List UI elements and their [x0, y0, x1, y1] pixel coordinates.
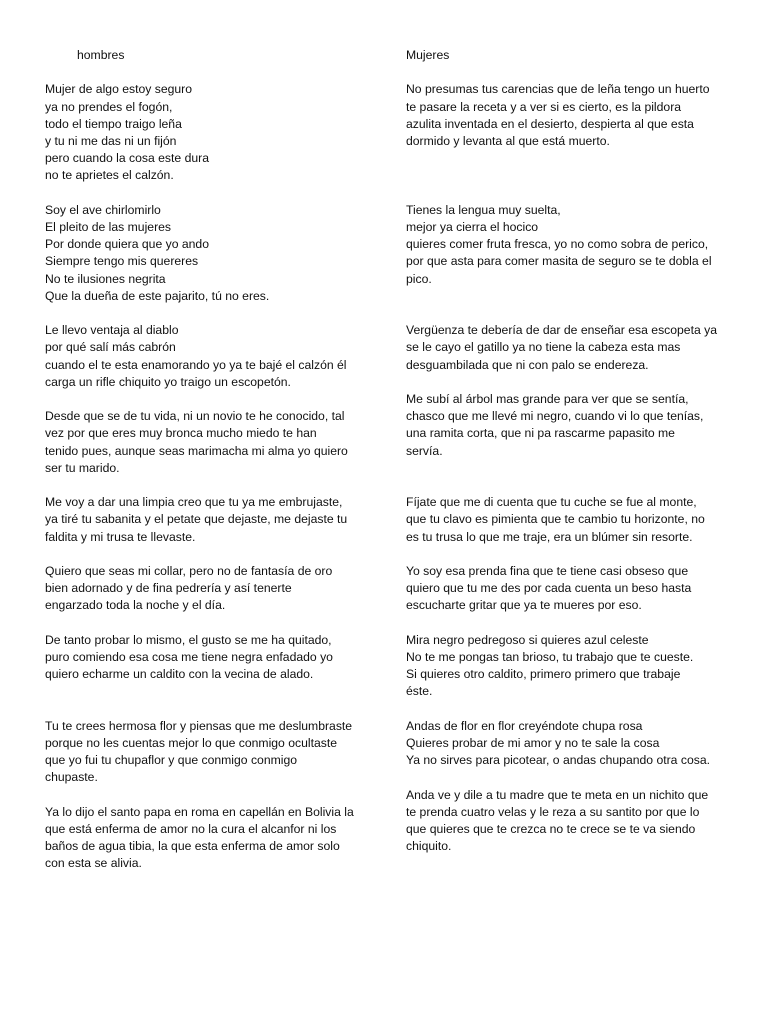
stanza — [406, 787, 726, 856]
stanza — [45, 494, 365, 546]
verse-line: chasco que me llevé mi negro, cuando vi lo que tenías, — [406, 409, 704, 424]
verse-line: mejor ya cierra el hocico — [406, 220, 539, 234]
verse-line: Que la dueña de este pajarito, tú no eres. — [45, 288, 270, 303]
verse-line: cuando el te esta enamorando yo ya te bajé el calzón él — [45, 357, 347, 372]
verse-line: vez por que eres muy bronca mucho miedo te han — [45, 426, 317, 441]
verse-line: ser tu marido. — [45, 460, 120, 475]
verse-line: escucharte gritar que ya te mueres por eso. — [406, 598, 642, 613]
verse-line: De tanto probar lo mismo, el gusto se me ha quitado, — [45, 632, 332, 647]
stanza — [45, 202, 365, 305]
verse-line: y tu ni me das ni un fijón — [45, 134, 177, 148]
right-column-heading: Mujeres — [406, 48, 450, 62]
verse-line: Yo soy esa prenda fina que te tiene casi obseso que — [406, 564, 689, 578]
verse-line: chupaste. — [45, 770, 98, 785]
verse-line: Desde que se de tu vida, ni un novio te he conocido, tal — [45, 409, 345, 424]
verse-line: Tienes la lengua muy suelta, — [406, 202, 561, 217]
verse-line: todo el tiempo traigo leña — [45, 116, 182, 131]
verse-line: no te aprietes el calzón. — [45, 168, 174, 183]
verse-line: carga un rifle chiquito yo traigo un escopetón. — [45, 374, 291, 389]
verse-line: quieres comer fruta fresca, yo no como sobra de perico, — [406, 237, 709, 252]
verse-line: tenido pues, aunque seas marimacha mi alma yo quiero — [45, 443, 348, 458]
stanza — [406, 81, 726, 150]
verse-line: Si quieres otro caldito, primero primero que trabaje — [406, 667, 681, 682]
verse-line: que está enferma de amor no la cura el alcanfor ni los — [45, 822, 337, 836]
verse-line: Quiero que seas mi collar, pero no de fantasía de oro — [45, 564, 333, 578]
stanza — [406, 322, 726, 374]
verse-line: No te me pongas tan brioso, tu trabajo que te cueste. — [406, 650, 694, 664]
verse-line: que yo fui tu chupaflor y que conmigo conmigo — [45, 753, 298, 768]
verse-line: azulita inventada en el desierto, despierta al que esta — [406, 116, 694, 131]
verse-line: servía. — [406, 443, 443, 458]
left-column — [45, 47, 365, 890]
verse-line: con esta se alivia. — [45, 856, 142, 871]
verse-line: Me voy a dar una limpia creo que tu ya me embrujaste, — [45, 495, 343, 510]
verse-line: puro comiendo esa cosa me tiene negra enfadado yo — [45, 650, 333, 664]
verse-line: quiero que tu me des por cada cuenta un beso hasta — [406, 581, 692, 596]
verse-line: te pasare la receta y a ver si es cierto, es la pildora — [406, 99, 682, 114]
verse-line: Ya lo dijo el santo papa en roma en capellán en Bolivia la — [45, 804, 354, 819]
verse-line: No presumas tus carencias que de leña tengo un huerto — [406, 82, 710, 97]
stanza — [406, 494, 726, 546]
verse-line: engarzado toda la noche y el día. — [45, 598, 226, 613]
verse-line: bien adornado y de fina pedrería y así tenerte — [45, 581, 292, 596]
verse-line: te prenda cuatro velas y le reza a su santito por que lo — [406, 804, 700, 819]
verse-line: es tu trusa lo que me traje, era un blúmer sin resorte. — [406, 529, 693, 544]
verse-line: quiero echarme un caldito con la vecina de alado. — [45, 667, 314, 682]
stanza — [406, 202, 726, 288]
verse-line: Vergüenza te debería de dar de enseñar esa escopeta ya — [406, 323, 718, 338]
stanza — [406, 632, 726, 701]
stanza — [45, 804, 365, 873]
verse-line: Andas de flor en flor creyéndote chupa rosa — [406, 718, 643, 733]
stanza — [45, 322, 365, 391]
verse-line: pico. — [406, 271, 432, 286]
verse-line: Siempre tengo mis quereres — [45, 254, 199, 269]
verse-line: porque no les cuentas mejor lo que conmigo ocultaste — [45, 736, 338, 750]
verse-line: que tu clavo es pimienta que te cambio tu horizonte, no — [406, 512, 705, 527]
stanza — [45, 718, 365, 787]
verse-line: Ya no sirves para picotear, o andas chupando otra cosa. — [406, 753, 710, 768]
right-stanzas — [406, 81, 726, 855]
verse-line: Me subí al árbol mas grande para ver que se sentía, — [406, 392, 689, 406]
left-column-heading: hombres — [77, 48, 125, 62]
stanza — [45, 81, 365, 184]
stanza — [45, 632, 365, 684]
verse-line: Anda ve y dile a tu madre que te meta en un nichito que — [406, 787, 709, 802]
verse-line: que quieres que te crezca no te crece se te va siendo — [406, 822, 696, 836]
right-column — [406, 47, 726, 873]
verse-line: Por donde quiera que yo ando — [45, 237, 209, 252]
verse-line: Tu te crees hermosa flor y piensas que me deslumbraste — [45, 718, 353, 733]
verse-line: Le llevo ventaja al diablo — [45, 323, 179, 338]
verse-line: Mujer de algo estoy seguro — [45, 82, 193, 97]
verse-line: dormido y levanta al que está muerto. — [406, 134, 610, 148]
verse-line: Fíjate que me di cuenta que tu cuche se fue al monte, — [406, 495, 697, 510]
left-stanzas — [45, 81, 365, 872]
stanza — [45, 563, 365, 615]
verse-line: chiquito. — [406, 839, 452, 854]
verse-line: Mira negro pedregoso si quieres azul celeste — [406, 632, 649, 647]
verse-line: una ramita corta, que ni pa rascarme papasito me — [406, 426, 675, 441]
stanza — [406, 563, 726, 615]
verse-line: desguambilada que ni con palo se endereza. — [406, 357, 649, 372]
verse-line: Quieres probar de mi amor y no te sale la cosa — [406, 736, 660, 750]
verse-line: Soy el ave chirlomirlo — [45, 202, 161, 217]
verse-line: ya tiré tu sabanita y el petate que dejaste, me dejaste tu — [45, 512, 348, 527]
verse-line: se le cayo el gatillo ya no tiene la cabeza esta mas — [406, 340, 681, 355]
verse-line: El pleito de las mujeres — [45, 220, 171, 234]
verse-line: pero cuando la cosa este dura — [45, 151, 209, 166]
verse-line: No te ilusiones negrita — [45, 271, 166, 286]
stanza — [406, 718, 726, 770]
verse-line: por qué salí más cabrón — [45, 340, 176, 355]
verse-line: ya no prendes el fogón, — [45, 99, 173, 114]
verse-line: por que asta para comer masita de seguro se te dobla el — [406, 254, 712, 269]
verse-line: faldita y mi trusa te llevaste. — [45, 529, 196, 544]
stanza — [406, 391, 726, 460]
verse-line: baños de agua tibia, la que esta enferma de amor solo — [45, 839, 340, 854]
stanza — [45, 408, 365, 477]
verse-line: éste. — [406, 684, 433, 699]
